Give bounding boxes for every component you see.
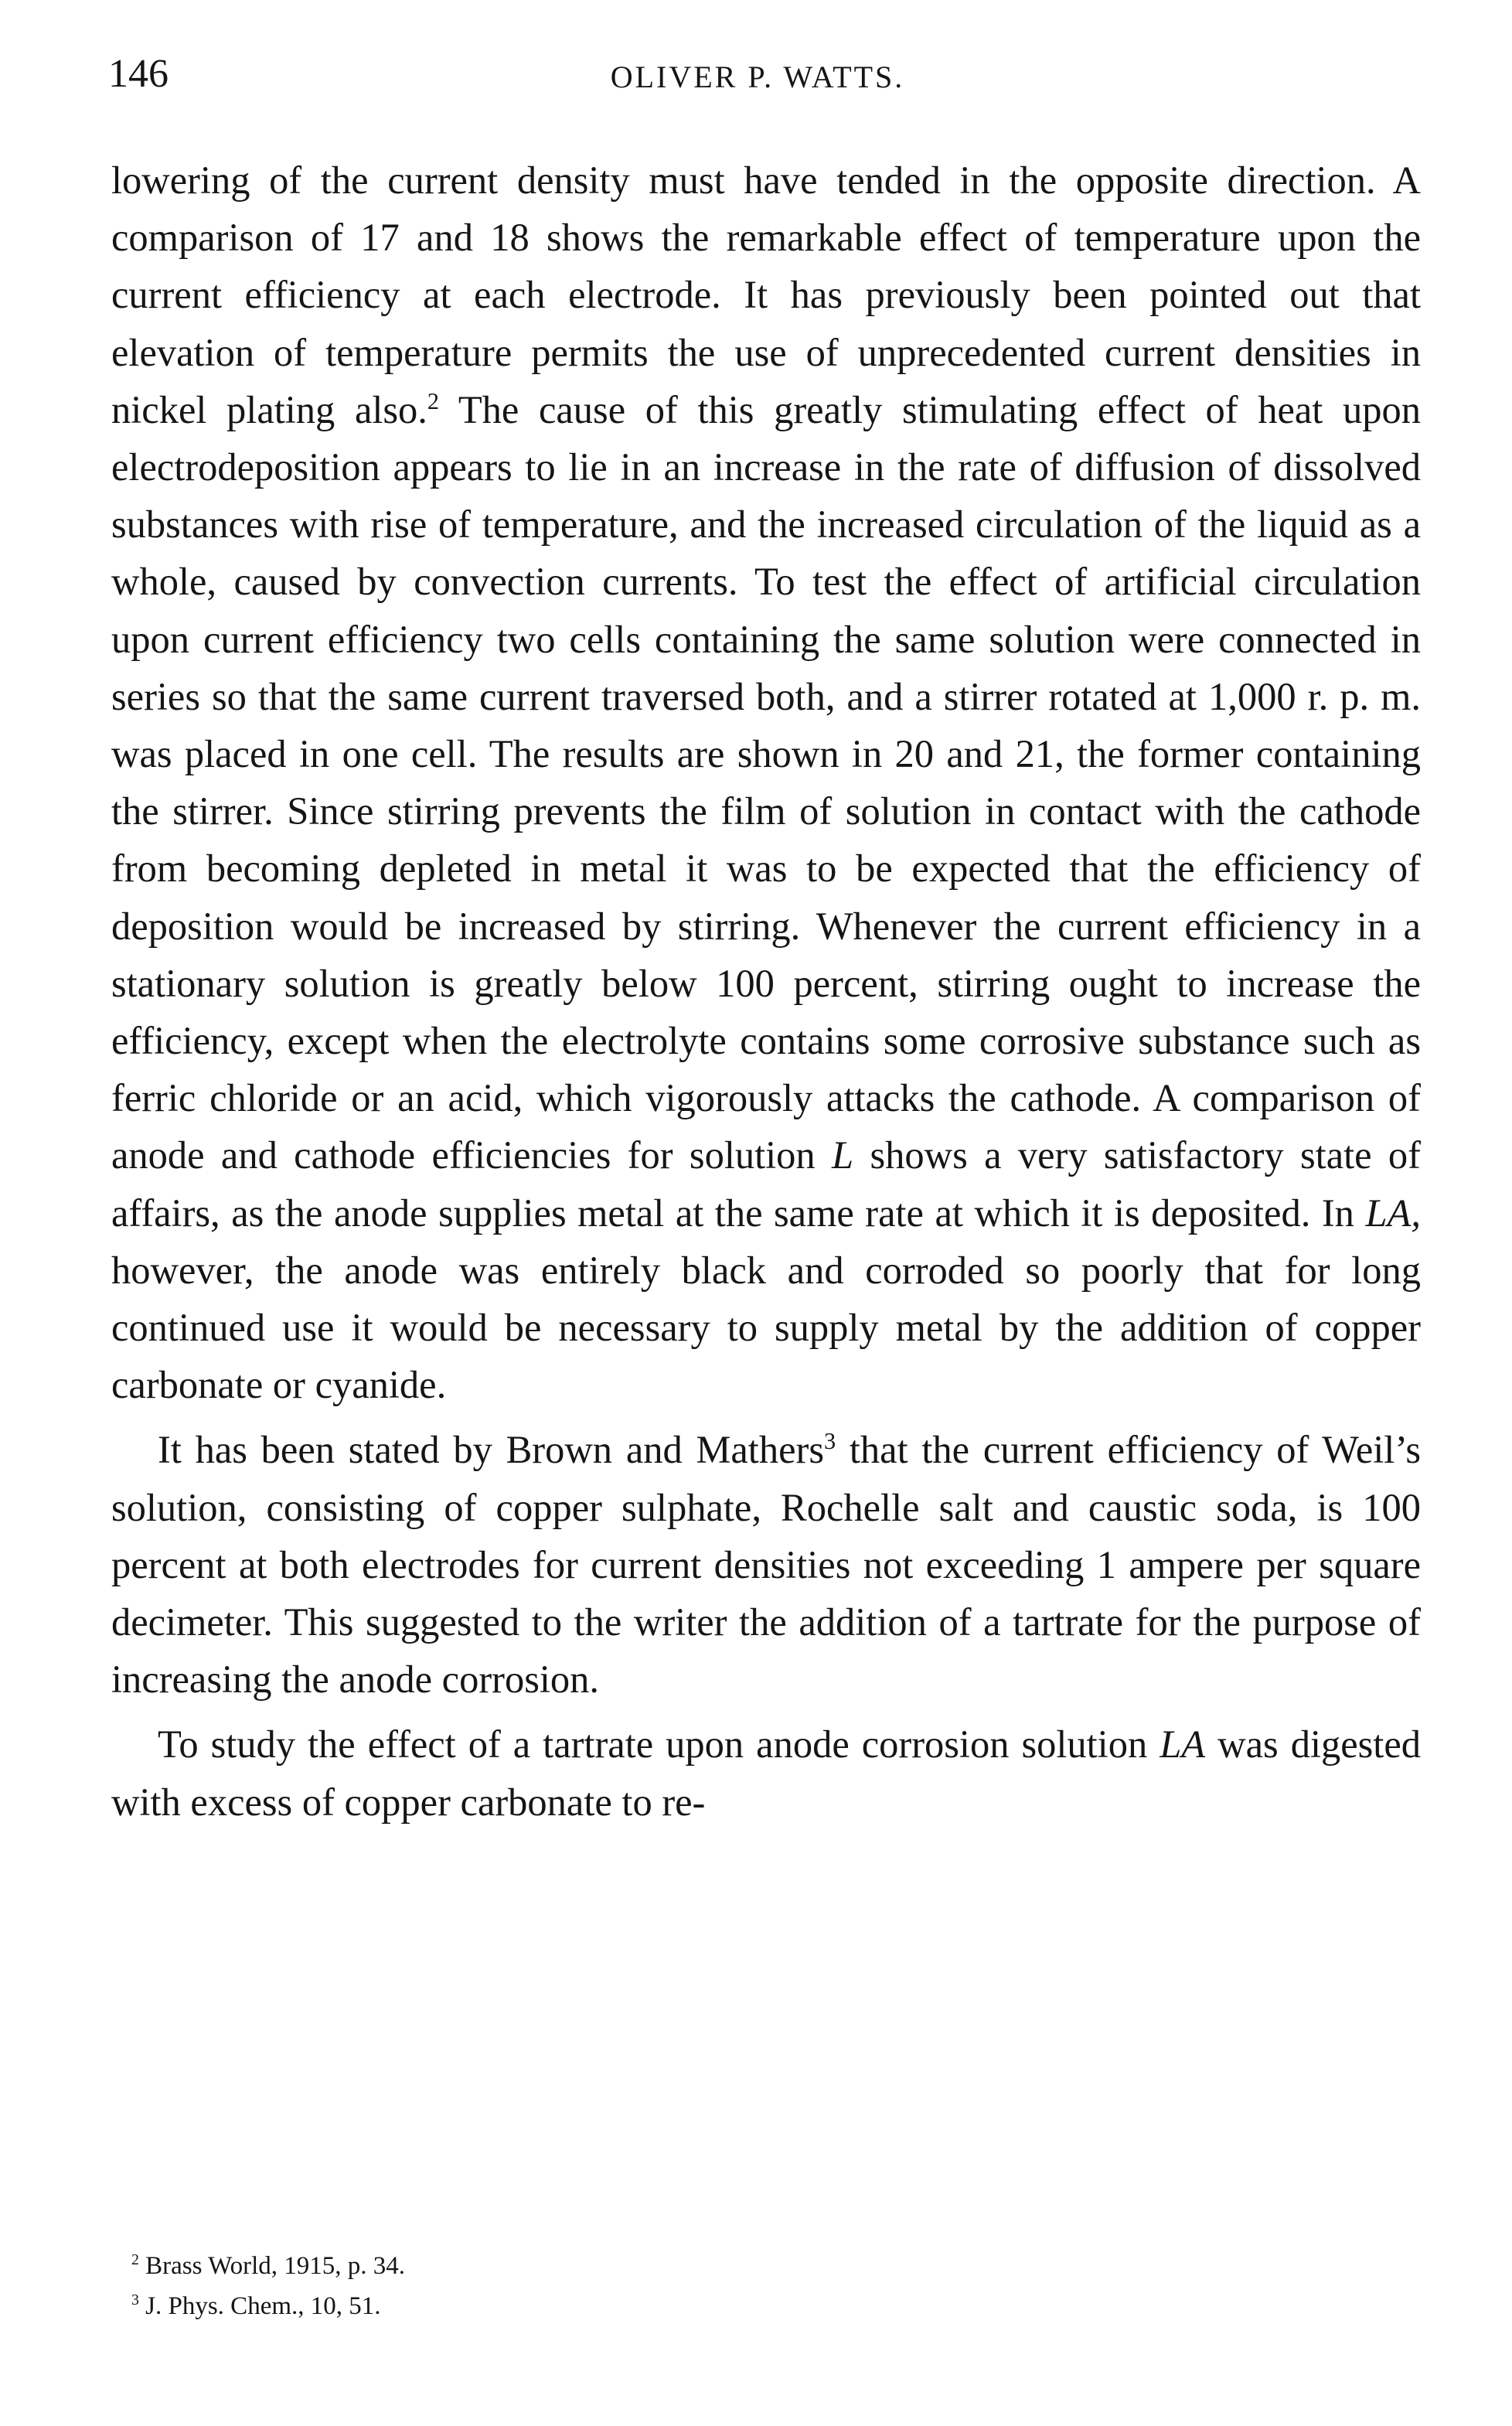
footnote-reference: 2 [427,387,440,414]
paragraph [111,1421,1421,1708]
footnote-reference: 3 [823,1428,836,1455]
italic-term: LA, [1365,1191,1421,1235]
footnote-marker: 3 [131,2291,139,2308]
paragraph [111,1716,1421,1830]
text-run: The cause of this greatly stimulating effect of heat upon electrodeposition appears to lie in an increase in the rate of diffusion of dissolved substances with rise of temperature, and the increased circulation of the liquid as a whole, caused by convection currents. To test the effect of artificial circulation upon current efficiency two cells containing the same solution were connected in series so that the same current traversed both, and a stirrer rotated at 1,000 r. p. m. was placed in one cell. The results are shown in 20 and 21, the former containing the stirrer. Since stirring prevents the film of solution in contact with the cathode from becoming depleted in metal it was to be expected that the efficiency of deposition would be increased by stirring. Whenever the current efficiency in a stationary solution is greatly below 100 percent, stirring ought to increase the efficiency, except when the electrolyte contains some corrosive substance such as ferric chloride or an acid, which vigorously attacks the cathode. A comparison of anode and cathode efficiencies for solution [111,387,1421,1177]
text-run: It has been stated by Brown and Mathers [158,1428,824,1472]
footnote-text: J. Phys. Chem., 10, 51. [145,2292,381,2320]
footnote-text: Brass World, 1915, p. 34. [145,2252,406,2280]
paragraph [111,152,1421,1413]
text-run: was digested with excess of copper carbonate to re- [111,1722,1421,1824]
page-number: 146 [108,52,169,96]
running-head: OLIVER P. WATTS. [610,60,905,94]
footnote [131,2286,1059,2326]
text-run: lowering of the current density must have tended in the opposite direction. A comparison of 17 and 18 shows the remarkable effect of temperature upon the current efficiency at each electrode. It has previously been pointed out that elevation of temperature permits the use of unprecedented current densities in nickel plating also. [111,158,1421,431]
footnotes [131,2246,1059,2326]
italic-term: L [832,1133,854,1177]
text-run: that the current efficiency of Weil’s solution, consisting of copper sulphate, Rochelle salt and caustic soda, is 100 percent at both electrodes for current densities not exceeding 1 ampere per square decimeter. This suggested to the writer the addition of a tartrate for the purpose of increasing the anode corrosion. [111,1428,1421,1702]
footnote-marker: 2 [131,2251,139,2268]
footnote [131,2246,1059,2286]
text-run: To study the effect of a tartrate upon anode corrosion solution [158,1722,1160,1767]
page-header [108,54,1407,108]
text-run: shows a very satisfactory state of affairs, as the anode supplies metal at the same rate at which it is deposited. In [111,1133,1421,1235]
italic-term: LA [1160,1722,1206,1767]
text-run: however, the anode was entirely black and corroded so poorly that for long continued use it would be necessary to supply metal by the addition of copper carbonate or cyanide. [111,1248,1421,1407]
body-text [111,152,1421,1831]
